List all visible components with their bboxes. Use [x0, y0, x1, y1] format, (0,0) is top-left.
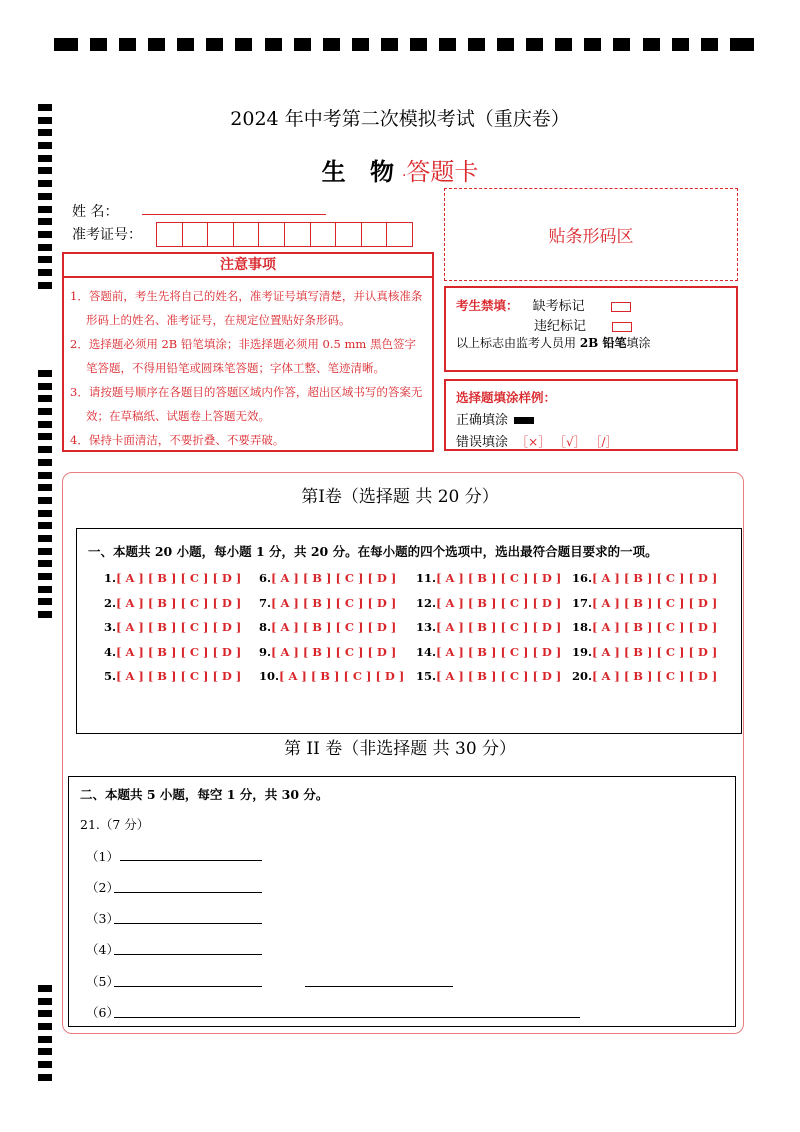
timing-mark — [323, 38, 340, 51]
id-digit-box[interactable] — [310, 222, 337, 247]
option-bubbles[interactable]: [ A ] [ B ] [ C ] [ D ] — [592, 669, 718, 683]
exam-title: 2024 年中考第二次模拟考试（重庆卷） — [230, 108, 570, 130]
id-digit-box[interactable] — [156, 222, 183, 247]
barcode-area — [444, 188, 738, 281]
sub-question-label: （3） — [86, 911, 119, 926]
timing-mark — [54, 38, 78, 51]
id-digit-box[interactable] — [386, 222, 413, 247]
timing-mark — [38, 560, 52, 567]
correct-label: 正确填涂 — [456, 413, 509, 428]
question-number: 15. — [416, 669, 437, 683]
timing-mark — [38, 231, 52, 238]
sub-question-label: （1） — [86, 849, 119, 864]
answer-line-5a[interactable] — [114, 986, 262, 987]
timing-mark — [38, 611, 52, 618]
id-digit-box[interactable] — [335, 222, 362, 247]
absent-label: 缺考标记 — [532, 299, 585, 314]
timing-mark — [38, 1036, 52, 1043]
notice-item: 1．答题前，考生先将自己的姓名，准考证号填写清楚，并认真核准条形码上的姓名、准考证号，在规定位置贴好条形码。 — [70, 289, 423, 327]
timing-mark — [381, 38, 398, 51]
fill-sample-panel — [444, 379, 738, 451]
timing-mark — [584, 38, 601, 51]
choice-question-7[interactable] — [259, 596, 396, 610]
side-timing-marks-lower — [38, 985, 52, 1087]
answer-line-6[interactable] — [114, 1017, 580, 1018]
question-number: 5. — [104, 669, 117, 683]
timing-mark — [38, 370, 52, 377]
question-number: 7. — [259, 596, 272, 610]
timing-mark — [38, 256, 52, 263]
choice-question-15[interactable] — [416, 669, 561, 683]
forbid-note — [456, 334, 651, 351]
question-number: 13. — [416, 620, 437, 634]
timing-mark — [38, 244, 52, 251]
id-digit-box[interactable] — [233, 222, 260, 247]
timing-mark — [468, 38, 485, 51]
option-bubbles[interactable]: [ A ] [ B ] [ C ] [ D ] — [271, 596, 397, 610]
absent-mark-box[interactable] — [611, 302, 631, 312]
timing-mark — [38, 510, 52, 517]
timing-mark — [730, 38, 754, 51]
timing-mark — [38, 421, 52, 428]
option-bubbles[interactable]: [ A ] [ B ] [ C ] [ D ] — [436, 669, 562, 683]
choice-question-10[interactable] — [259, 669, 404, 683]
id-digit-box[interactable] — [182, 222, 209, 247]
choice-question-14[interactable] — [416, 645, 561, 659]
choice-question-18[interactable] — [572, 620, 717, 634]
option-bubbles[interactable]: [ A ] [ B ] [ C ] [ D ] — [116, 645, 242, 659]
dot-separator: · — [401, 168, 407, 184]
choice-question-4[interactable] — [104, 645, 241, 659]
question-number: 10. — [259, 669, 280, 683]
barcode-label: 贴条形码区 — [548, 227, 634, 247]
timing-mark — [38, 383, 52, 390]
question-21: 21.（7 分） — [80, 817, 150, 832]
wrong-fill-samples: ［×］ ［√］ ［/］ — [516, 435, 618, 449]
notice-panel — [62, 252, 434, 452]
option-bubbles[interactable]: [ A ] [ B ] [ C ] [ D ] — [116, 596, 242, 610]
option-bubbles[interactable]: [ A ] [ B ] [ C ] [ D ] — [436, 620, 562, 634]
option-bubbles[interactable]: [ A ] [ B ] [ C ] [ D ] — [436, 645, 562, 659]
notice-body — [64, 278, 432, 452]
timing-mark — [352, 38, 369, 51]
timing-mark — [38, 395, 52, 402]
option-bubbles[interactable]: [ A ] [ B ] [ C ] [ D ] — [116, 620, 242, 634]
top-timing-marks — [54, 38, 754, 51]
timing-mark — [38, 218, 52, 225]
question-number: 3. — [104, 620, 117, 634]
choice-question-11[interactable] — [416, 571, 561, 585]
timing-mark — [38, 1048, 52, 1055]
timing-mark — [38, 535, 52, 542]
question-number: 8. — [259, 620, 272, 634]
timing-mark — [294, 38, 311, 51]
option-bubbles[interactable]: [ A ] [ B ] [ C ] [ D ] — [436, 596, 562, 610]
timing-mark — [38, 282, 52, 289]
question-number: 12. — [416, 596, 437, 610]
question-number: 19. — [572, 645, 593, 659]
answer-line-4[interactable] — [114, 954, 262, 955]
question-number: 20. — [572, 669, 593, 683]
timing-mark — [38, 446, 52, 453]
choice-question-9[interactable] — [259, 645, 396, 659]
section2-instruction: 二、本题共 5 小题，每空 1 分，共 30 分。 — [80, 787, 329, 802]
question-number: 11. — [416, 571, 437, 585]
timing-mark — [38, 1061, 52, 1068]
option-bubbles[interactable]: [ A ] [ B ] [ C ] [ D ] — [279, 669, 405, 683]
id-boxes[interactable] — [156, 222, 412, 247]
choice-question-13[interactable] — [416, 620, 561, 634]
forbid-note-post: 填涂 — [626, 336, 651, 350]
choice-question-2[interactable] — [104, 596, 241, 610]
choice-question-19[interactable] — [572, 645, 717, 659]
timing-mark — [90, 38, 107, 51]
section2-title: 第 II 卷（非选择题 共 30 分） — [283, 739, 517, 759]
timing-mark — [38, 985, 52, 992]
timing-mark — [265, 38, 282, 51]
choice-question-3[interactable] — [104, 620, 241, 634]
timing-mark — [38, 206, 52, 213]
timing-mark — [38, 459, 52, 466]
option-bubbles[interactable]: [ A ] [ B ] [ C ] [ D ] — [436, 571, 562, 585]
option-bubbles[interactable]: [ A ] [ B ] [ C ] [ D ] — [592, 620, 718, 634]
timing-mark — [38, 1023, 52, 1030]
violation-label: 违纪标记 — [534, 319, 587, 334]
id-digit-box[interactable] — [284, 222, 311, 247]
choice-question-20[interactable] — [572, 669, 717, 683]
question-number: 6. — [259, 571, 272, 585]
id-digit-box[interactable] — [258, 222, 285, 247]
timing-mark — [38, 433, 52, 440]
choice-question-5[interactable] — [104, 669, 241, 683]
choice-question-17[interactable] — [572, 596, 717, 610]
timing-mark — [38, 142, 52, 149]
nonchoice-answer-box — [68, 776, 736, 1027]
timing-mark — [38, 1074, 52, 1081]
id-digit-box[interactable] — [207, 222, 234, 247]
question-number: 14. — [416, 645, 437, 659]
subject-name: 生 物 — [321, 157, 402, 186]
timing-mark — [555, 38, 572, 51]
sub-question-label: （5） — [86, 974, 119, 989]
notice-item: 4．保持卡面清洁，不要折叠、不要弄破。 — [70, 433, 285, 447]
correct-fill-sample — [514, 417, 534, 424]
choice-question-6[interactable] — [259, 571, 396, 585]
timing-mark — [235, 38, 252, 51]
sub-question-label: （4） — [86, 942, 119, 957]
option-bubbles[interactable]: [ A ] [ B ] [ C ] [ D ] — [592, 645, 718, 659]
forbid-heading: 考生禁填： — [456, 298, 519, 313]
timing-mark — [410, 38, 427, 51]
notice-item: 2．选择题必须用 2B 铅笔填涂；非选择题必须用 0.5 mm 黑色签字笔答题，不得用铅笔或圆珠笔答题；字体工整、笔迹清晰。 — [70, 337, 416, 375]
timing-mark — [526, 38, 543, 51]
wrong-label: 错误填涂 — [456, 435, 509, 450]
question-number: 1. — [104, 571, 117, 585]
option-bubbles[interactable]: [ A ] [ B ] [ C ] [ D ] — [271, 645, 397, 659]
timing-mark — [497, 38, 514, 51]
timing-mark — [206, 38, 223, 51]
name-field[interactable] — [142, 214, 326, 215]
timing-mark — [177, 38, 194, 51]
notice-item: 3．请按题号顺序在各题目的答题区域内作答，超出区域书写的答案无效；在草稿纸、试题卷上答题无效。 — [70, 385, 423, 423]
section1-instruction: 一、本题共 20 小题，每小题 1 分，共 20 分。在每小题的四个选项中，选出最符合题目要求的一项。 — [88, 544, 658, 559]
option-bubbles[interactable]: [ A ] [ B ] [ C ] [ D ] — [116, 571, 242, 585]
question-number: 9. — [259, 645, 272, 659]
answer-line-1[interactable] — [120, 860, 262, 861]
timing-mark — [38, 269, 52, 276]
question-number: 18. — [572, 620, 593, 634]
side-timing-marks-upper — [38, 104, 52, 294]
option-bubbles[interactable]: [ A ] [ B ] [ C ] [ D ] — [116, 669, 242, 683]
forbid-note-bold: 2B 铅笔 — [579, 336, 627, 350]
option-bubbles[interactable]: [ A ] [ B ] [ C ] [ D ] — [271, 620, 397, 634]
question-number: 4. — [104, 645, 117, 659]
option-bubbles[interactable]: [ A ] [ B ] [ C ] [ D ] — [592, 571, 718, 585]
id-digit-box[interactable] — [361, 222, 388, 247]
timing-mark — [643, 38, 660, 51]
id-label: 准考证号： — [72, 227, 142, 243]
sub-question-label: （2） — [86, 880, 119, 895]
timing-mark — [148, 38, 165, 51]
name-label: 姓 名： — [72, 204, 119, 220]
timing-mark — [439, 38, 456, 51]
question-number: 17. — [572, 596, 593, 610]
timing-mark — [38, 1010, 52, 1017]
timing-mark — [119, 38, 136, 51]
timing-mark — [672, 38, 689, 51]
forbid-note-pre: 以上标志由监考人员用 — [456, 336, 580, 350]
question-number: 16. — [572, 571, 593, 585]
timing-mark — [38, 193, 52, 200]
card-subtitle — [0, 152, 800, 187]
answer-line-3[interactable] — [114, 923, 262, 924]
sub-question-label: （6） — [86, 1005, 119, 1020]
section1-title: 第Ⅰ卷（选择题 共 20 分） — [301, 487, 499, 507]
choice-question-1[interactable] — [104, 571, 241, 585]
timing-mark — [38, 573, 52, 580]
timing-mark — [38, 522, 52, 529]
sample-heading: 选择题填涂样例： — [456, 390, 557, 405]
timing-mark — [38, 472, 52, 479]
timing-mark — [38, 598, 52, 605]
timing-mark — [701, 38, 718, 51]
notice-heading: 注意事项 — [64, 254, 432, 278]
timing-mark — [38, 586, 52, 593]
violation-mark-box[interactable] — [612, 322, 632, 332]
choice-question-16[interactable] — [572, 571, 717, 585]
proctor-only-panel — [444, 286, 738, 372]
answer-line-2[interactable] — [114, 892, 262, 893]
timing-mark — [38, 998, 52, 1005]
timing-mark — [613, 38, 630, 51]
choice-question-8[interactable] — [259, 620, 396, 634]
timing-mark — [38, 548, 52, 555]
choice-question-12[interactable] — [416, 596, 561, 610]
question-number: 2. — [104, 596, 117, 610]
option-bubbles[interactable]: [ A ] [ B ] [ C ] [ D ] — [271, 571, 397, 585]
answer-line-5b[interactable] — [305, 986, 453, 987]
timing-mark — [38, 408, 52, 415]
card-label: 答题卡 — [406, 158, 479, 186]
option-bubbles[interactable]: [ A ] [ B ] [ C ] [ D ] — [592, 596, 718, 610]
